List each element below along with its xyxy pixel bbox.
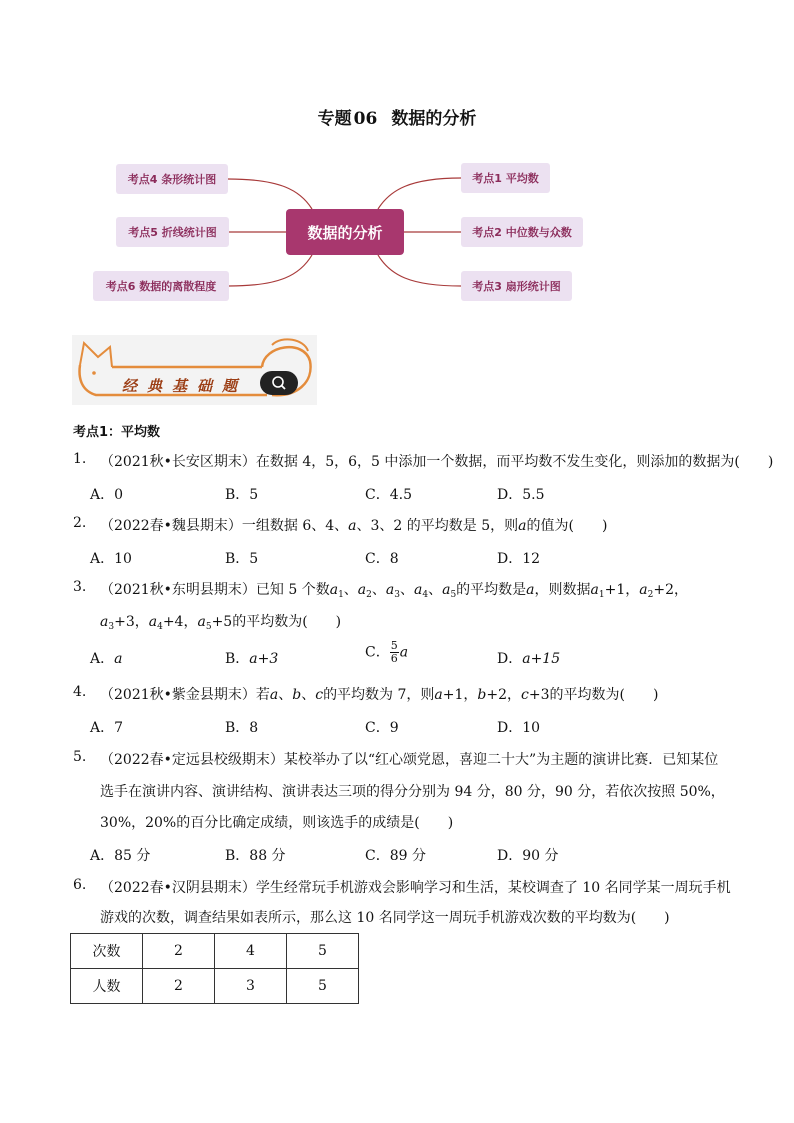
q4-option-b: B．8 [225, 720, 259, 736]
search-icon [260, 371, 298, 395]
q2-text: （2022春•魏县期末）一组数据 6、4、a、3、2 的平均数是 5，则a的值为( ) [100, 518, 608, 534]
q6-line1: （2022春•汉阴县期末）学生经常玩手机游戏会影响学习和生活，某校调查了 10 名同学某一周玩手机 [100, 880, 731, 896]
q3-option-c: C． $\frac{5}{6}$ a [365, 639, 409, 665]
mindmap-node-5: 考点5 折线统计图 [116, 217, 229, 247]
q4-option-d: D．10 [497, 720, 541, 736]
q2-option-c: C．8 [365, 551, 399, 567]
title-number: 06 [353, 109, 378, 129]
mindmap-center: 数据的分析 [286, 209, 404, 255]
q3-line1: （2021秋•东明县期末）已知 5 个数$a_1$、$a_2$、$a_3$、$a_4$、$a_5$的平均数是a，则数据$a_1+1$，$a_2+2$， [100, 582, 688, 600]
q2-number: 2. [73, 515, 87, 531]
q3-number: 3. [73, 579, 87, 595]
q5-number: 5. [73, 749, 87, 765]
q4-option-a: A．7 [90, 720, 124, 736]
q5-option-b: B．88 分 [225, 848, 286, 864]
q5-option-a: A．85 分 [90, 848, 151, 864]
q3-option-b: B．a+3 [225, 651, 279, 667]
q4-text: （2021秋•紫金县期末）若a、b、c的平均数为 7，则a+1，b+2，c+3的平均数为( ) [100, 687, 659, 703]
mindmap-node-3: 考点3 扇形统计图 [461, 271, 572, 301]
mindmap-node-2: 考点2 中位数与众数 [461, 217, 583, 247]
table-cell: 5 [287, 934, 359, 969]
q5-option-d: D．90 分 [497, 848, 559, 864]
connector-left-3 [229, 255, 312, 286]
q3-option-a: A．a [90, 651, 123, 667]
table-cell: 4 [215, 934, 287, 969]
connector-left-1 [228, 179, 312, 209]
table-cell: 2 [143, 969, 215, 1004]
mindmap-node-6: 考点6 数据的离散程度 [93, 271, 229, 301]
q5-line3: 30%，20%的百分比确定成绩，则该选手的成绩是( ) [100, 815, 454, 831]
fraction: $\frac{5}{6}$ [390, 639, 398, 665]
title-topic: 数据的分析 [391, 109, 477, 129]
table-cell: 人数 [71, 969, 143, 1004]
q3-option-d: D．a+15 [497, 651, 561, 667]
frequency-table [70, 933, 359, 1004]
table-cell: 5 [287, 969, 359, 1004]
table-cell: 次数 [71, 934, 143, 969]
connector-right-3 [378, 255, 461, 286]
q1-option-d: D．5.5 [497, 487, 545, 503]
q1-option-a: A．0 [90, 487, 124, 503]
table-row [71, 934, 359, 969]
q2-option-d: D．12 [497, 551, 541, 567]
q4-number: 4. [73, 684, 87, 700]
banner-label: 经典基础题 [122, 377, 248, 395]
q3-line2: $a_3+3$，$a_4+4$，$a_5+5$的平均数为( ) [100, 614, 342, 632]
connector-right-1 [378, 178, 461, 209]
q2-option-a: A．10 [90, 551, 132, 567]
q4-option-c: C．9 [365, 720, 399, 736]
q1-option-c: C．4.5 [365, 487, 412, 503]
table-row [71, 969, 359, 1004]
q5-option-c: C．89 分 [365, 848, 426, 864]
section-heading: 考点1：平均数 [73, 425, 161, 440]
q2-option-b: B．5 [225, 551, 259, 567]
q6-number: 6. [73, 877, 87, 893]
q1-text: （2021秋•长安区期末）在数据 4，5，6，5 中添加一个数据，而平均数不发生变化，则添加的数据为( ) [100, 454, 774, 470]
q1-option-b: B．5 [225, 487, 259, 503]
q1-number: 1. [73, 451, 87, 467]
q6-line2: 游戏的次数，调查结果如表所示，那么这 10 名同学这一周玩手机游戏次数的平均数为( ) [100, 910, 670, 926]
q5-line1: （2022春•定远县校级期末）某校举办了以“红心颂党恩，喜迎二十大”为主题的演讲比赛．已知某位 [100, 752, 719, 768]
mindmap-node-1: 考点1 平均数 [461, 163, 550, 193]
mindmap-node-4: 考点4 条形统计图 [116, 164, 228, 194]
section-banner [72, 335, 317, 405]
q5-line2: 选手在演讲内容、演讲结构、演讲表达三项的得分分别为 94 分，80 分，90 分，若依次按照 50%， [100, 784, 725, 800]
table-cell: 2 [143, 934, 215, 969]
table-cell: 3 [215, 969, 287, 1004]
title-prefix: 专题 [317, 109, 352, 129]
